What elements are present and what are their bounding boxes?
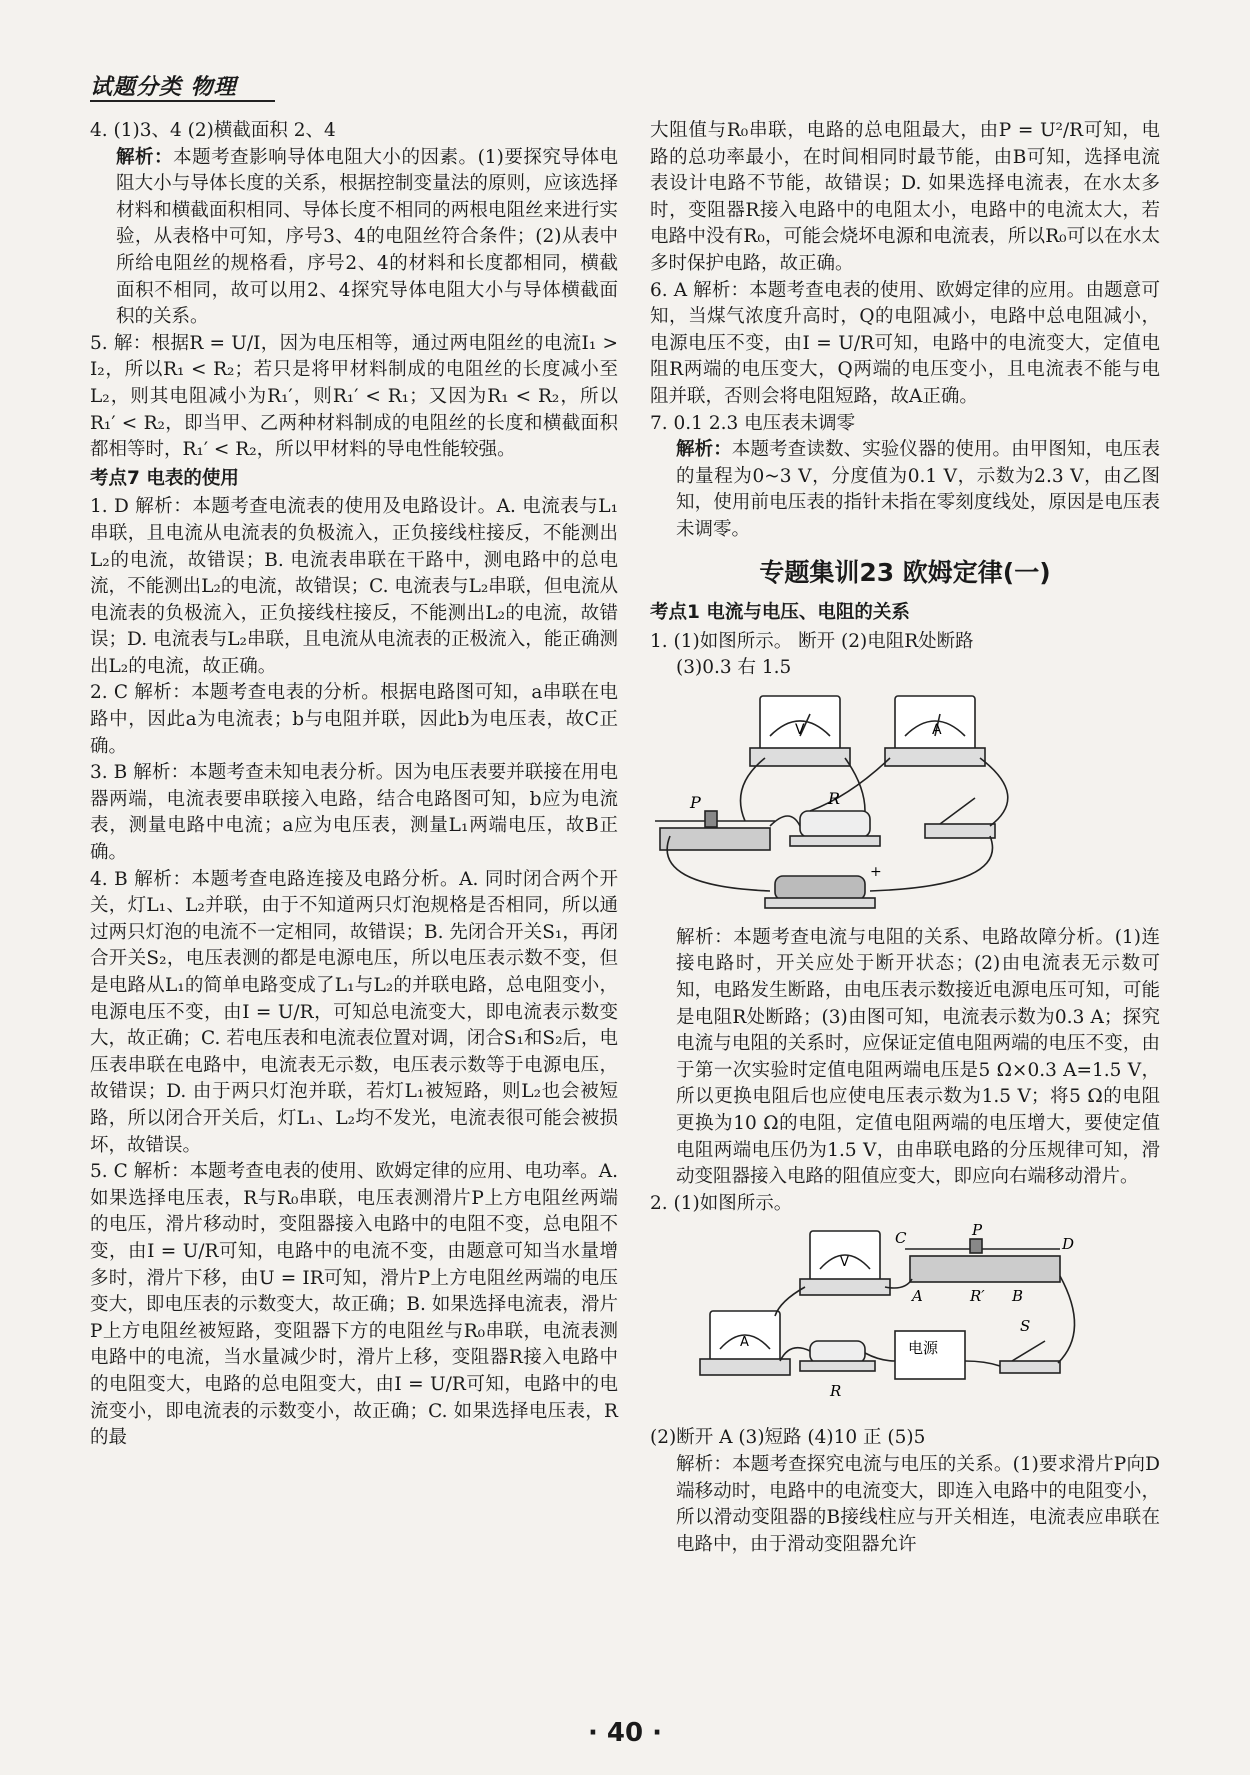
plus-label: +	[870, 863, 882, 880]
label-c: C	[895, 1229, 907, 1248]
q1-analysis: 解析：本题考查电流与电阻的关系、电路故障分析。(1)连接电路时，开关应处于断开状态；(2)由电流表无示数可知，电路发生断路，由电压表示数接近电源电压可知，可能是电阻R处断路；(3)由图可知，电流表示数为0.3 A；探究电流与电阻的关系时，应保证定值电阻两端的电压不变，由于第一次实验时定值电阻两端电压是5 Ω×0.3 A=1.5 V，所以更换电阻后也应使电压表示数为1.5 V；将5 Ω的电阻更换为10 Ω的电阻，定值电阻两端的电压增大，要使定值电阻两端电压仍为1.5 V，由串联电路的分压规律可知，滑动变阻器接入电路的阻值应变大，即应向右端移动滑片。	[676, 926, 1160, 1188]
q2-answer-2: (2)断开 A (3)短路 (4)10 正 (5)5	[650, 1427, 926, 1449]
left-item-7: 4. B 解析：本题考查电路连接及电路分析。A. 同时闭合两个开关，灯L₁、L₂并联，由于不知道两只灯泡规格是否相同，所以通过两只灯泡的电流不一定相同，故错误；B. 先闭合开关S₁，再闭合开关S₂，电压表测的都是电源电压，所以电压表示数不变，但是电路从L₁的简单电路变成了L₁与L₂的并联电路，总电阻变小，电源电压不变，由I = U/R，可知总电流变大，即电流表示数变大，故正确；C. 若电压表和电流表位置对调，闭合S₁和S₂后，电压表串联在电路中，电流表无示数，电压表示数等于电源电压，故错误；D. 由于两只灯泡并联，若灯L₁被短路，则L₂也会被短路，所以闭合开关后，灯L₁、L₂均不发光，电流表很可能会被损坏，故错误。	[90, 868, 618, 1156]
topic-title: 专题集训23 欧姆定律(一)	[759, 557, 1051, 587]
fig2-voltmeter-label: V	[840, 1255, 849, 1271]
fig2-ammeter-label: A	[740, 1335, 749, 1351]
page-number: · 40 ·	[587, 1718, 663, 1748]
right-item-2: 7. 0.1 2.3 电压表未调零	[650, 412, 856, 434]
ammeter-label: A	[932, 721, 942, 738]
q2-answer: 2. (1)如图所示。	[650, 1192, 793, 1214]
left-column	[90, 118, 618, 1452]
label-r: R	[830, 1382, 842, 1401]
left-heading: 考点7 电表的使用	[90, 467, 239, 489]
right-item-3: 解析：本题考查读数、实验仪器的使用。由甲图知，电压表的量程为0~3 V，分度值为0.1 V，示数为2.3 V，由乙图知，使用前电压表的指针未指在零刻度线处，原因是电压表未调零。	[676, 439, 1160, 540]
q2-analysis: 解析：本题考查探究电流与电压的关系。(1)要求滑片P向D端移动时，电路中的电流变大，即连入电路中的电阻变小，所以滑动变阻器的B接线柱应与开关相连，电流表应串联在电路中，由于滑动变阻器允许	[676, 1454, 1160, 1555]
right-heading: 考点1 电流与电压、电阻的关系	[650, 602, 910, 624]
label-p: P	[972, 1221, 983, 1240]
right-item-1: 6. A 解析：本题考查电表的使用、欧姆定律的应用。由题意可知，当煤气浓度升高时，Q的电阻减小，电路中总电阻减小，电源电压不变，由I = U/R可知，电路中的电流变大，定值电阻R两端的电压变大，Q两端的电压变小，且电流表不能与电阻并联，否则会将电阻短路，故A正确。	[650, 279, 1160, 407]
page-header: 试题分类 物理	[90, 75, 237, 100]
label-s: S	[1020, 1317, 1031, 1336]
circuit-figure-1	[650, 686, 1160, 921]
left-item-4: 1. D 解析：本题考查电流表的使用及电路设计。A. 电流表与L₁串联，且电流从电流表的负极流入，正负接线柱接反，不能测出L₂的电流，故错误；B. 电流表串联在干路中，测电路中的总电流，不能测出L₂的电流，故错误；C. 电流表与L₂串联，但电流从电流表的负极流入，正负接线柱接反，不能测出L₂的电流，故错误；D. 电流表与L₂串联，且电流从电流表的正极流入，能正确测出L₂的电流，故正确。	[90, 496, 618, 677]
left-item-8: 5. C 解析：本题考查电表的使用、欧姆定律的应用、电功率。A. 如果选择电压表，R与R₀串联，电压表测滑片P上方电阻丝两端的电压，滑片移动时，变阻器接入电路中的电阻不变，总电阻不变，由I = U/R可知，电路中的电流不变，由题意可知当水量增多时，滑片下移，由U = IR可知，滑片P上方电阻丝两端的电压变大，即电压表的示数变大，故正确；B. 如果选择电流表，滑片P上方电阻丝被短路，变阻器下方的电阻丝与R₀串联，电流表测电路中的电流，当水量减少时，滑片上移，变阻器R接入电路中的电阻变大，电路的总电阻变大，由I = U/R可知，电路中的电流变小，即电流表的示数变小，故正确；C. 如果选择电压表，R的最	[90, 1161, 618, 1449]
label-power: 电源	[908, 1339, 939, 1358]
circuit-figure-2	[650, 1221, 1160, 1421]
left-item-0: 4. (1)3、4 (2)横截面积 2、4	[90, 120, 336, 141]
label-rprime: R′	[970, 1287, 985, 1306]
slider-label: P	[690, 792, 701, 812]
left-item-2: 5. 解：根据R = U/I，因为电压相等，通过两电阻丝的电流I₁ > I₂，所以R₁ < R₂；若只是将甲材料制成的电阻丝的长度减小至L₂，则其电阻减小为R₁′，则R₁′ < R₁；又因为R₁ < R₂，所以R₁′ < R₂，即当甲、乙两种材料制成的电阻丝的长度和横截面积都相等时，R₁′ < R₂，所以甲材料的导电性能较强。	[90, 332, 618, 461]
label-b: B	[1012, 1287, 1024, 1306]
left-item-5: 2. C 解析：本题考查电表的分析。根据电路图可知，a串联在电路中，因此a为电流表；b与电阻并联，因此b为电压表，故C正确。	[90, 682, 618, 757]
q1-answer-2: (3)0.3 右 1.5	[676, 657, 792, 679]
q1-answer: 1. (1)如图所示。 断开 (2)电阻R处断路	[650, 630, 974, 652]
left-item-6: 3. B 解析：本题考查未知电表分析。因为电压表要并联接在用电器两端，电流表要串联接入电路，结合电路图可知，b应为电流表，测量电路中电流；a应为电压表，测量L₁两端电压，故B正确。	[90, 762, 618, 864]
label-a: A	[912, 1287, 923, 1306]
voltmeter-label: V	[795, 721, 805, 738]
right-item-0: 大阻值与R₀串联，电路的总电阻最大，由P = U²/R可知，电路的总功率最小，在时间相同时最节能，由B可知，选择电流表设计电路不节能，故错误；D. 如果选择电流表，在水太多时，变阻器R接入电路中的电阻太小，电路中的电流太大，若电路中没有R₀，可能会烧坏电源和电流表，所以R₀可以在水太多时保护电路，故正确。	[650, 120, 1160, 274]
right-column	[650, 118, 1160, 1558]
header-rule	[90, 100, 275, 102]
left-item-1: 解析：本题考查影响导体电阻大小的因素。(1)要探究导体电阻大小与导体长度的关系，根据控制变量法的原则，应该选择材料和横截面积相同、导体长度不相同的两根电阻丝来进行实验，从表格中可知，序号3、4的电阻丝符合条件；(2)从表中所给电阻丝的规格看，序号2、4的材料和长度都相同，横截面积不相同，故可以用2、4探究导体电阻大小与导体横截面积的关系。	[116, 146, 618, 328]
resistor-label: R	[828, 788, 841, 808]
label-d: D	[1062, 1235, 1075, 1254]
